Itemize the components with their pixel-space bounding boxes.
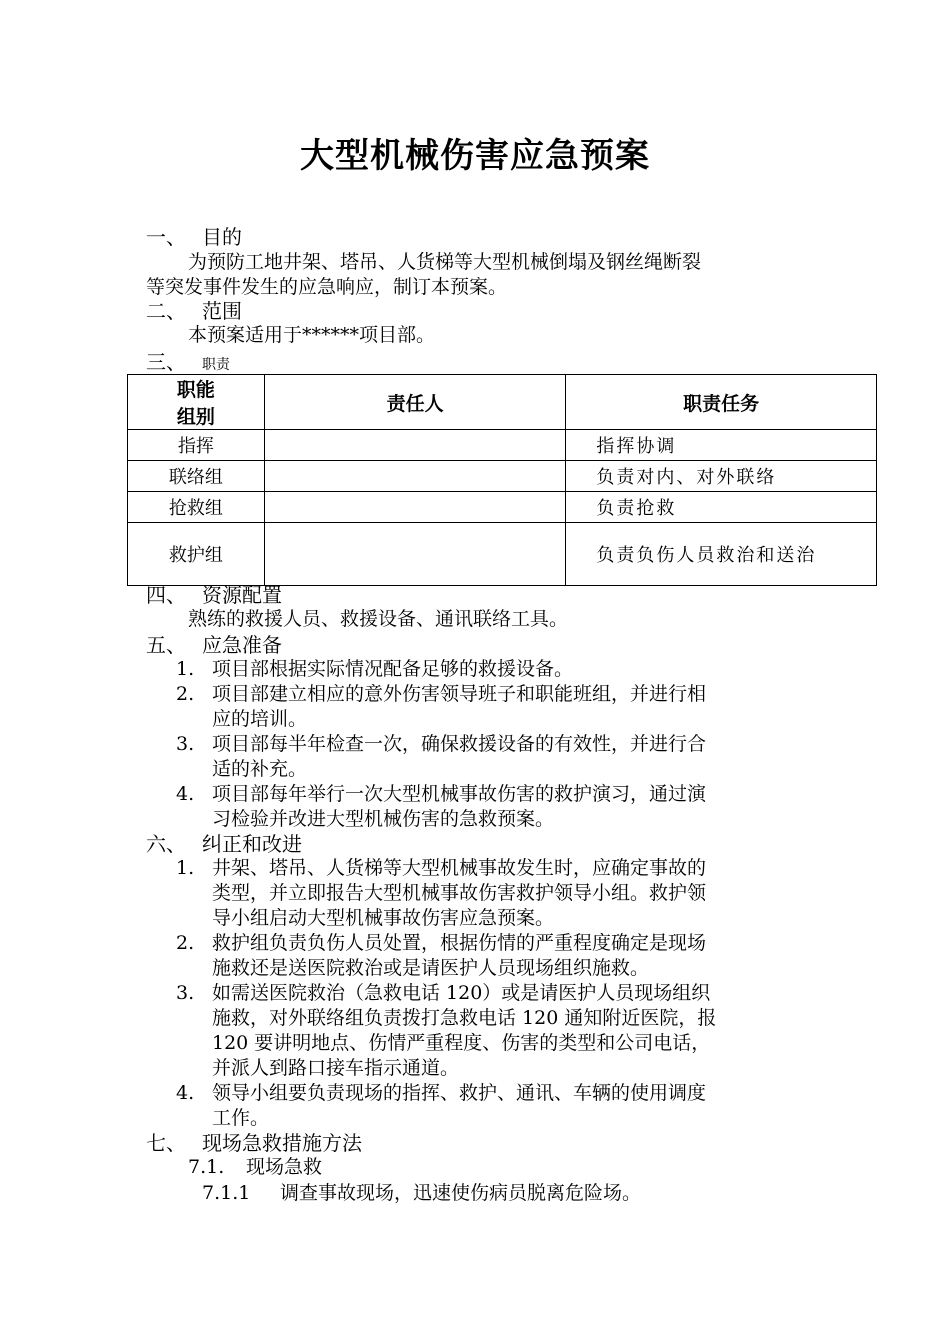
list-text: 救护组负责负伤人员处置，根据伤情的严重程度确定是现场 <box>212 932 707 954</box>
list-item <box>176 657 810 682</box>
list-text: 项目部每半年检查一次，确保救援设备的有效性，并进行合 <box>212 733 707 755</box>
section-number: 七、 <box>146 1131 186 1155</box>
list-item <box>176 931 810 981</box>
subsection-7-1-1 <box>202 1181 641 1206</box>
list-item <box>176 782 810 832</box>
cell-group: 抢救组 <box>128 492 265 523</box>
list-number: 1. <box>176 857 195 879</box>
cell-person <box>264 523 566 586</box>
subsection-title: 现场急救 <box>246 1156 323 1178</box>
list-text: 习检验并改进大型机械伤害的急救预案。 <box>212 808 555 830</box>
scope-paragraph <box>146 323 810 348</box>
list-text: 施救，对外联络组负责拨打急救电话 120 通知附近医院，报 <box>212 1007 717 1029</box>
scope-text: 本预案适用于******项目部。 <box>188 324 436 346</box>
cell-group: 指挥 <box>128 430 265 461</box>
list-item <box>176 682 810 732</box>
list-number: 3. <box>176 733 195 755</box>
section-heading-scope <box>146 299 242 323</box>
table-row <box>128 523 877 586</box>
section-heading-first-aid <box>146 1131 362 1155</box>
section-title: 范围 <box>202 299 242 323</box>
section-title: 现场急救措施方法 <box>202 1131 362 1155</box>
subsection-number: 7.1.1 <box>202 1182 251 1204</box>
list-text: 工作。 <box>212 1107 270 1129</box>
purpose-text-line1: 为预防工地井架、塔吊、人货梯等大型机械倒塌及钢丝绳断裂 <box>188 251 702 273</box>
header-group-line2: 组别 <box>176 406 215 428</box>
resources-text: 熟练的救援人员、救援设备、通讯联络工具。 <box>188 608 569 630</box>
cell-person <box>264 492 566 523</box>
purpose-paragraph <box>146 250 810 300</box>
list-text: 适的补充。 <box>212 758 308 780</box>
section-number: 五、 <box>146 633 186 657</box>
table-row <box>128 492 877 523</box>
list-number: 4. <box>176 783 195 805</box>
table-row <box>128 461 877 492</box>
cell-person <box>264 461 566 492</box>
list-item <box>176 981 810 1081</box>
list-number: 1. <box>176 658 195 680</box>
list-text: 项目部每年举行一次大型机械事故伤害的救护演习，通过演 <box>212 783 707 805</box>
section-title: 目的 <box>202 225 242 249</box>
document-title: 大型机械伤害应急预案 <box>300 136 650 176</box>
list-number: 2. <box>176 932 195 954</box>
subsection-number: 7.1. <box>188 1156 225 1178</box>
section-heading-resources <box>146 583 282 607</box>
list-item <box>176 856 810 931</box>
list-text: 导小组启动大型机械事故伤害应急预案。 <box>212 907 555 929</box>
subsection-text: 调查事故现场，迅速使伤病员脱离危险场。 <box>280 1182 642 1204</box>
list-text: 项目部根据实际情况配备足够的救援设备。 <box>212 658 574 680</box>
cell-group: 救护组 <box>128 523 265 586</box>
cell-person <box>264 430 566 461</box>
list-text: 项目部建立相应的意外伤害领导班子和职能班组，并进行相 <box>212 683 707 705</box>
section-number: 一、 <box>146 225 186 249</box>
section-heading-purpose <box>146 225 242 249</box>
section-title: 资源配置 <box>202 583 282 607</box>
cell-duty: 负责负伤人员救治和送治 <box>566 523 877 586</box>
cell-group: 联络组 <box>128 461 265 492</box>
section-number: 四、 <box>146 583 186 607</box>
table-header-row <box>128 375 877 430</box>
section-heading-preparation <box>146 633 282 657</box>
list-text: 120 要讲明地点、伤情严重程度、伤害的类型和公司电话， <box>212 1032 711 1054</box>
list-item <box>176 732 810 782</box>
table-row <box>128 430 877 461</box>
section-number: 二、 <box>146 299 186 323</box>
section-title: 纠正和改进 <box>202 832 302 856</box>
cell-duty: 指挥协调 <box>566 430 877 461</box>
list-text: 并派人到路口接车指示通道。 <box>212 1057 460 1079</box>
duty-table <box>127 374 877 586</box>
section-number: 三、 <box>146 350 186 374</box>
section-number: 六、 <box>146 832 186 856</box>
list-text: 类型，并立即报告大型机械事故伤害救护领导小组。救护领 <box>212 882 707 904</box>
list-text: 领导小组要负责现场的指挥、救护、通讯、车辆的使用调度 <box>212 1082 707 1104</box>
cell-duty: 负责对内、对外联络 <box>566 461 877 492</box>
list-text: 施救还是送医院救治或是请医护人员现场组织施救。 <box>212 957 650 979</box>
section-heading-correction <box>146 832 302 856</box>
list-text: 井架、塔吊、人货梯等大型机械事故发生时，应确定事故的 <box>212 857 707 879</box>
list-item <box>176 1081 810 1131</box>
resources-paragraph <box>146 607 810 632</box>
list-text: 应的培训。 <box>212 708 308 730</box>
header-person: 责任人 <box>264 375 566 430</box>
list-number: 2. <box>176 683 195 705</box>
section-heading-duties <box>146 350 230 377</box>
list-text: 如需送医院救治（急救电话 120）或是请医护人员现场组织 <box>212 982 711 1004</box>
list-number: 3. <box>176 982 195 1004</box>
subsection-7-1 <box>188 1155 322 1180</box>
header-duty: 职责任务 <box>566 375 877 430</box>
header-group <box>128 375 265 430</box>
section-title: 职责 <box>202 357 230 373</box>
section-title: 应急准备 <box>202 633 282 657</box>
cell-duty: 负责抢救 <box>566 492 877 523</box>
purpose-text-line2: 等突发事件发生的应急响应，制订本预案。 <box>146 276 508 298</box>
list-number: 4. <box>176 1082 195 1104</box>
header-group-line1: 职能 <box>176 379 215 401</box>
